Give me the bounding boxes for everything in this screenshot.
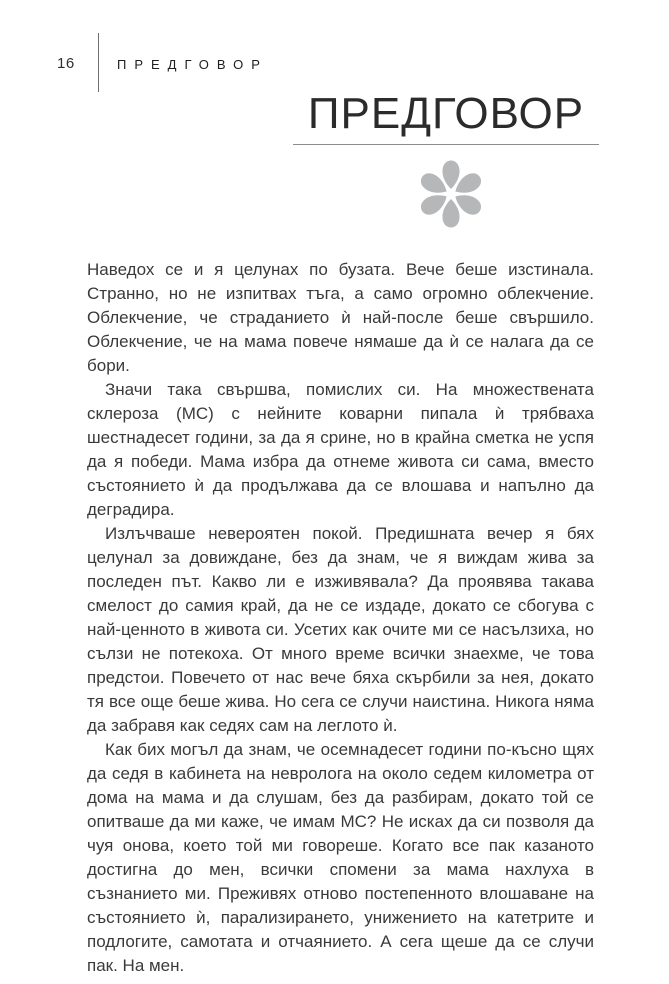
chapter-title-block <box>293 89 599 145</box>
chapter-title: ПРЕДГОВОР <box>307 89 585 138</box>
running-head: ПРЕДГОВОР <box>117 57 268 72</box>
flower-ornament-icon <box>415 158 487 230</box>
body-paragraph: Наведох се и я целунах по бузата. Вече беше изстинала. Странно, но не изпитвах тъга, а само огромно облекчение. Облекчение, че страданието ѝ най-после беше свършило. Облекчение, че на мама повече нямаше да ѝ се налага да се бори. <box>87 260 594 375</box>
body-paragraph: Излъчваше невероятен покой. Предишната вечер я бях целунал за довиждане, без да знам, че я виждам жива за последен път. Какво ли е изживявала? Да проявява такава смелост до самия край, да не се издаде, докато се сбогува с най-ценното в живота си. Усетих как очите ми се насълзиха, но сълзи не потекоха. От много време всички знаехме, че това предстои. Повечето от нас вече бяха скърбили за нея, докато тя все още беше жива. Но сега се случи наистина. Никога няма да забравя как седях сам на леглото ѝ. <box>87 524 594 735</box>
body-text <box>87 258 594 978</box>
body-paragraph: Как бих могъл да знам, че осемнадесет години по-късно щях да седя в кабинета на невролога на около седем километра от дома на мама и да слушам, без да разбирам, докато той се опитваше да ми каже, че имам МС? Не исках да си позволя да чуя онова, което той ми говореше. Когато все пак казаното достигна до мен, всички спомени за мама нахлуха в съзнанието ми. Преживях отново постепенното влошаване на състоянието ѝ, парализирането, унижението на катетрите и подлогите, самотата и отчаянието. А сега щеше да се случи пак. На мен. <box>87 740 594 975</box>
body-paragraph: Значи така свършва, помислих си. На множествената склероза (МС) с нейните коварни пипала ѝ трябваха шестнадесет години, за да я срине, но в крайна сметка не успя да я победи. Мама избра да отнеме живота си сама, вместо състоянието ѝ да продължава да се влошава и напълно да деградира. <box>87 380 594 519</box>
header-divider <box>98 33 99 92</box>
page-number: 16 <box>57 55 75 72</box>
